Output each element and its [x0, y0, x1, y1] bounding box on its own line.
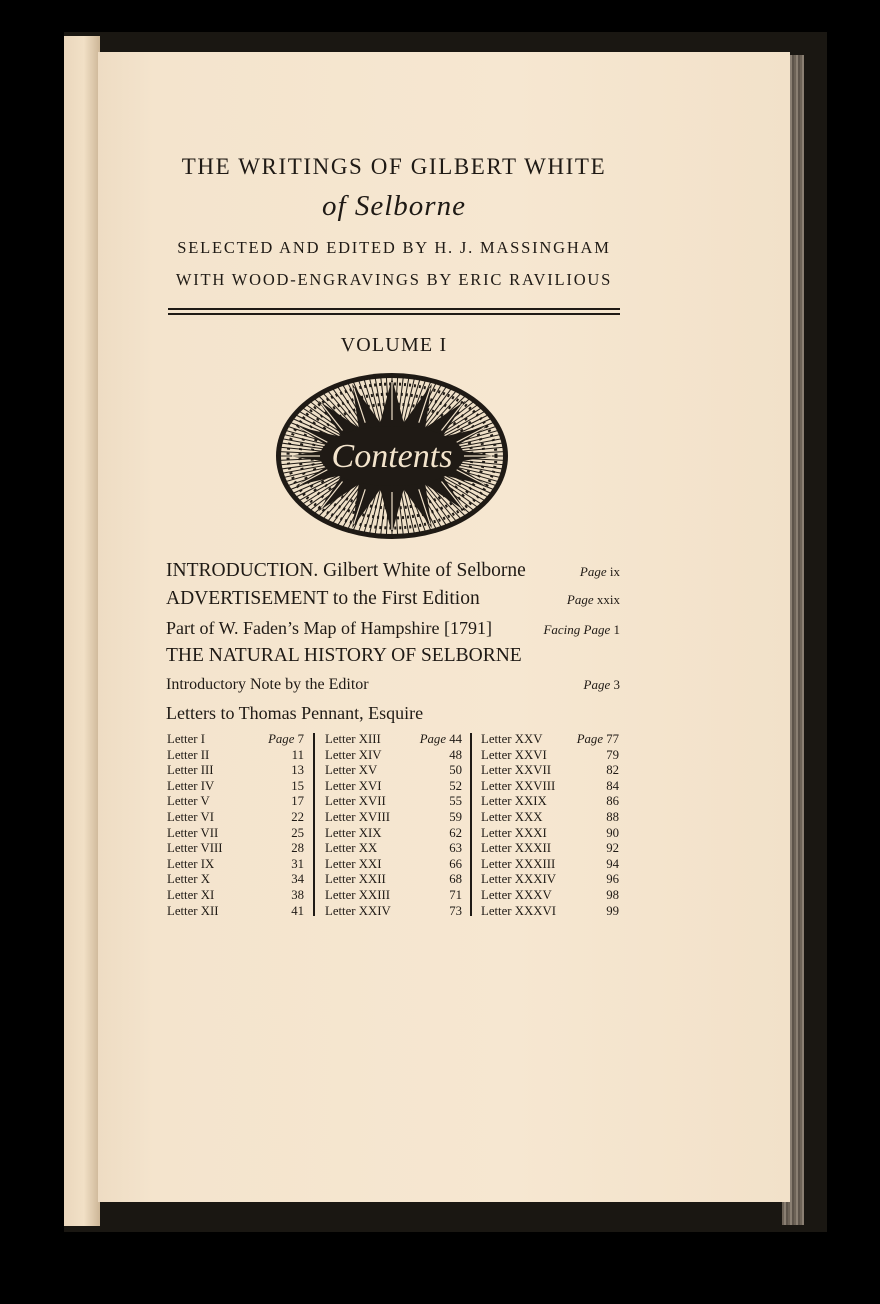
page-word: Page [576, 732, 603, 746]
letter-name: Letter XXXVI [481, 903, 556, 918]
letter-page: 66 [449, 856, 462, 871]
letter-name: Letter XXXV [481, 887, 552, 902]
letter-page: 90 [606, 825, 619, 840]
letter-name: Letter II [167, 747, 210, 762]
letter-name: Letter XXVI [481, 747, 547, 762]
letter-name: Letter XXX [481, 809, 543, 824]
letter-name: Letter I [167, 732, 206, 746]
letter-row [481, 841, 619, 857]
toc-entry-introductory-note: Introductory Note by the Editor Page 3 [166, 676, 620, 693]
contents-ornament [270, 370, 514, 546]
letter-page: 48 [449, 747, 462, 762]
double-rule-bottom [168, 313, 620, 315]
page-word: Page [419, 732, 446, 746]
letters-column-3 [481, 732, 619, 919]
letter-row [325, 888, 462, 904]
letter-row [167, 872, 304, 888]
letter-page: 94 [606, 856, 619, 871]
column-divider [313, 733, 315, 916]
letter-row [167, 841, 304, 857]
letter-page: 79 [606, 747, 619, 762]
letter-page: 11 [291, 747, 304, 762]
letter-page: 86 [606, 794, 619, 809]
letter-name: Letter XXII [325, 872, 386, 887]
letter-page: 25 [291, 825, 304, 840]
letter-name: Letter XXVIII [481, 778, 556, 793]
letter-name: Letter XXIII [325, 887, 391, 902]
toc-entry-map: Part of W. Faden’s Map of Hampshire [1791] Facing Page 1 [166, 618, 620, 638]
letter-row [325, 872, 462, 888]
letter-page: 73 [449, 903, 462, 918]
letter-page: 52 [449, 778, 462, 793]
letter-name: Letter XIX [325, 825, 382, 840]
letter-name: Letter XV [325, 763, 378, 778]
letter-row [481, 763, 619, 779]
letter-row [167, 826, 304, 842]
letter-name: Letter XVII [325, 794, 386, 809]
letter-name: Letter XXI [325, 856, 382, 871]
page-word: Page [268, 732, 295, 746]
letter-name: Letter XXV [481, 732, 543, 746]
contents-ornament-text: Contents [331, 438, 453, 475]
letter-page: 31 [291, 856, 304, 871]
letter-name: Letter XXXIII [481, 856, 556, 871]
letter-row [481, 857, 619, 873]
letters-column-1 [167, 732, 304, 919]
letter-name: Letter III [167, 763, 214, 778]
editor-line: SELECTED AND EDITED BY H. J. MASSINGHAM [177, 238, 611, 257]
letter-name: Letter XVI [325, 778, 382, 793]
letter-page: Page 7 [268, 732, 304, 746]
letter-row [325, 857, 462, 873]
letter-page: 71 [449, 887, 462, 902]
letter-row [481, 732, 619, 748]
letter-row [481, 779, 619, 795]
letter-row [481, 904, 619, 920]
letter-name: Letter XI [167, 887, 215, 902]
letter-page: Page 77 [576, 732, 619, 746]
letter-row [167, 779, 304, 795]
letter-row [481, 748, 619, 764]
letter-row [167, 904, 304, 920]
title-line-1: THE WRITINGS OF GILBERT WHITE [181, 154, 607, 179]
letter-name: Letter XXIX [481, 794, 547, 809]
letter-page: 17 [291, 794, 304, 809]
letter-row [325, 763, 462, 779]
toc-entry-letters-heading: Letters to Thomas Pennant, Esquire [166, 703, 424, 723]
letter-name: Letter XXVII [481, 763, 551, 778]
letter-page: Page 44 [419, 732, 462, 746]
letter-row [167, 857, 304, 873]
letter-row [325, 826, 462, 842]
letter-row [325, 779, 462, 795]
letter-row [325, 904, 462, 920]
letter-row [481, 810, 619, 826]
letter-page: 98 [606, 887, 619, 902]
letter-row [325, 748, 462, 764]
volume-heading: VOLUME I [340, 334, 448, 356]
left-page-edge [64, 36, 100, 1226]
letter-row [481, 872, 619, 888]
letter-page: 34 [291, 872, 304, 887]
letter-page: 38 [291, 887, 304, 902]
letter-page: 96 [606, 872, 619, 887]
letter-name: Letter VIII [167, 841, 223, 856]
letter-row [167, 732, 304, 748]
title-line-2: of Selborne [322, 190, 466, 222]
letter-page: 41 [291, 903, 304, 918]
letter-page: 92 [606, 841, 619, 856]
letter-row [481, 888, 619, 904]
letter-name: Letter XIV [325, 747, 382, 762]
letter-row [481, 794, 619, 810]
letter-page: 59 [449, 809, 462, 824]
letter-page: 13 [291, 763, 304, 778]
letter-name: Letter X [167, 872, 210, 887]
letter-name: Letter XXXII [481, 841, 551, 856]
letter-row [325, 732, 462, 748]
letter-name: Letter VI [167, 809, 215, 824]
letter-name: Letter XX [325, 841, 378, 856]
engraver-line: WITH WOOD-ENGRAVINGS BY ERIC RAVILIOUS [175, 270, 613, 289]
letters-column-2 [325, 732, 462, 919]
letter-page: 50 [449, 763, 462, 778]
letter-page: 62 [449, 825, 462, 840]
letter-row [167, 888, 304, 904]
letter-page: 28 [291, 841, 304, 856]
letter-page: 82 [606, 763, 619, 778]
letter-row [325, 794, 462, 810]
letter-page: 15 [291, 778, 304, 793]
letter-name: Letter IX [167, 856, 215, 871]
letter-page: 22 [291, 809, 304, 824]
letter-name: Letter XXXIV [481, 872, 556, 887]
letter-name: Letter XIII [325, 732, 381, 746]
letter-name: Letter XVIII [325, 809, 391, 824]
column-divider [470, 733, 472, 916]
letter-name: Letter XII [167, 903, 219, 918]
double-rule-top [168, 308, 620, 310]
letter-page: 63 [449, 841, 462, 856]
letter-row [325, 810, 462, 826]
letter-row [167, 794, 304, 810]
letter-page: 99 [606, 903, 619, 918]
letter-page: 55 [449, 794, 462, 809]
letter-name: Letter V [167, 794, 210, 809]
letter-page: 84 [606, 778, 619, 793]
letter-row [167, 763, 304, 779]
letter-name: Letter IV [167, 778, 215, 793]
letter-name: Letter XXIV [325, 903, 391, 918]
letter-row [481, 826, 619, 842]
letter-row [167, 748, 304, 764]
letter-page: 88 [606, 809, 619, 824]
letter-row [167, 810, 304, 826]
toc-entry-introduction: INTRODUCTION. Gilbert White of Selborne Page ix [166, 560, 620, 581]
letter-name: Letter VII [167, 825, 219, 840]
letter-name: Letter XXXI [481, 825, 547, 840]
letter-page: 68 [449, 872, 462, 887]
toc-entry-advertisement: ADVERTISEMENT to the First Edition Page xxix [166, 588, 620, 609]
letter-row [325, 841, 462, 857]
toc-entry-natural-history: THE NATURAL HISTORY OF SELBORNE [166, 645, 522, 666]
